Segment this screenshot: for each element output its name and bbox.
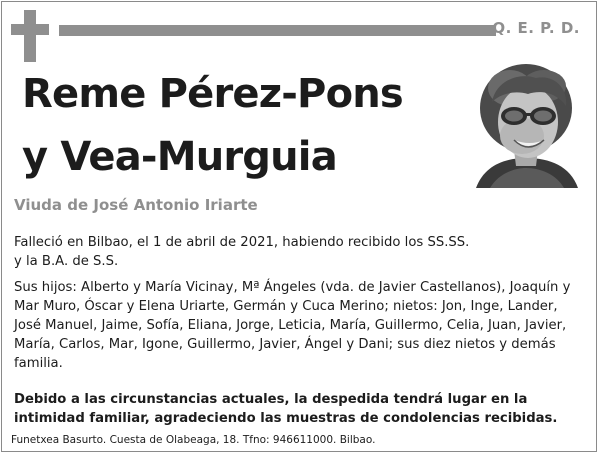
deceased-name-line-1: Reme Pérez-Pons (22, 71, 403, 117)
ceremony-notice: Debido a las circunstancias actuales, la despedida tendrá lugar en la intimidad familiar, agradeciendo las muestras de condolencias recibidas. (14, 392, 558, 426)
funeral-home-info: Funetxea Basurto. Cuesta de Olabeaga, 18. Tfno: 946611000. Bilbao. (11, 434, 376, 446)
portrait-photo (470, 58, 582, 188)
death-announcement (14, 233, 586, 271)
family-list: Sus hijos: Alberto y María Vicinay, Mª Ángeles (vda. de Javier Castellanos), Joaquín y Mar Muro, Óscar y Elena Uriarte, Germán y Cuca Merino; nietos: Jon, Inge, Lander, José Manuel, Jaime, Sofía, Eliana, Jorge, Leticia, María, Guillermo, Celia, Juan, Javier, María, Carlos, Mar, Igone, Guillermo, Javier, Ángel y Dani; sus diez nietos y demás familia. (14, 280, 571, 371)
deceased-name-line-2: y Vea-Murguia (22, 134, 337, 180)
cross-vertical-bar (24, 10, 36, 62)
qepd-heading: Q. E. P. D. (492, 19, 580, 37)
cross-horizontal-bar (11, 24, 49, 35)
death-announcement-line-2: y la B.A. de S.S. (14, 254, 119, 269)
widow-of-line: Viuda de José Antonio Iriarte (14, 196, 258, 214)
header-divider-bar (59, 25, 496, 36)
death-announcement-line-1: Falleció en Bilbao, el 1 de abril de 2021, habiendo recibido los SS.SS. (14, 235, 470, 250)
